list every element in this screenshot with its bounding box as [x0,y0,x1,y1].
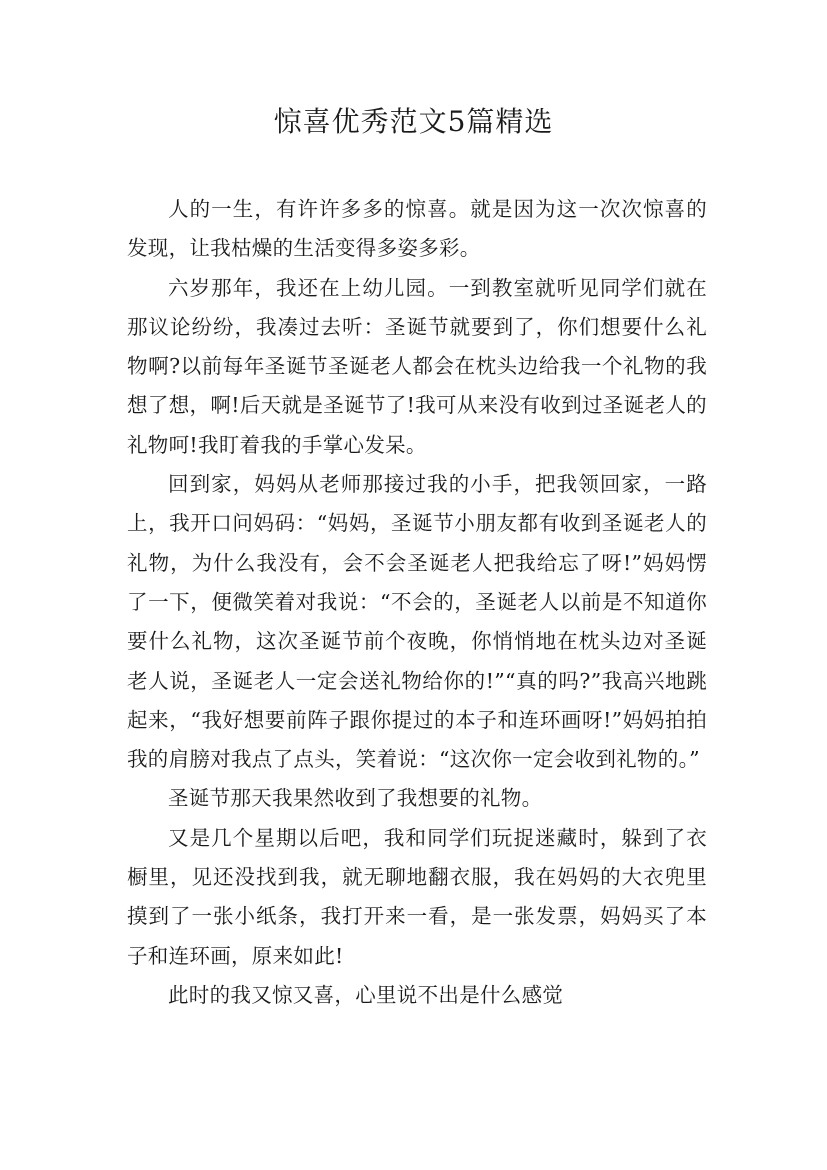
document-title: 惊喜优秀范文5篇精选 [273,105,554,138]
paragraph: 圣诞节那天我果然收到了我想要的礼物。 [168,786,543,811]
paragraph: 人的一生，有许许多多的惊喜。就是因为这一次次惊喜的发现，让我枯燥的生活变得多姿多彩。 [127,197,707,261]
document-body [127,190,707,1015]
paragraph: 回到家，妈妈从老师那接过我的小手，把我领回家，一路上，我开口问妈码：“妈妈，圣诞节小朋友都有收到圣诞老人的礼物，为什么我没有，会不会圣诞老人把我给忘了呀!”妈妈愣了一下，便微笑着对我说：“不会的，圣诞老人以前是不知道你要什么礼物，这次圣诞节前个夜晚，你悄悄地在枕头边对圣诞老人说，圣诞老人一定会送礼物给你的!”“真的吗?”我高兴地跳起来，“我好想要前阵子跟你提过的本子和连环画呀!”妈妈拍拍我的肩膀对我点了点头，笑着说：“这次你一定会收到礼物的。” [127,472,707,772]
paragraph: 六岁那年，我还在上幼儿园。一到教室就听见同学们就在那议论纷纷，我凑过去听：圣诞节就要到了，你们想要什么礼物啊?以前每年圣诞节圣诞老人都会在枕头边给我一个礼物的我想了想，啊!后天就是圣诞节了!我可从来没有收到过圣诞老人的礼物呵!我盯着我的手掌心发呆。 [127,275,707,457]
paragraph: 又是几个星期以后吧，我和同学们玩捉迷藏时，躲到了衣橱里，见还没找到我，就无聊地翻衣服，我在妈妈的大衣兜里摸到了一张小纸条，我打开来一看，是一张发票，妈妈买了本子和连环画，原来如此! [127,825,707,968]
paragraph: 此时的我又惊又喜，心里说不出是什么感觉 [168,982,564,1007]
